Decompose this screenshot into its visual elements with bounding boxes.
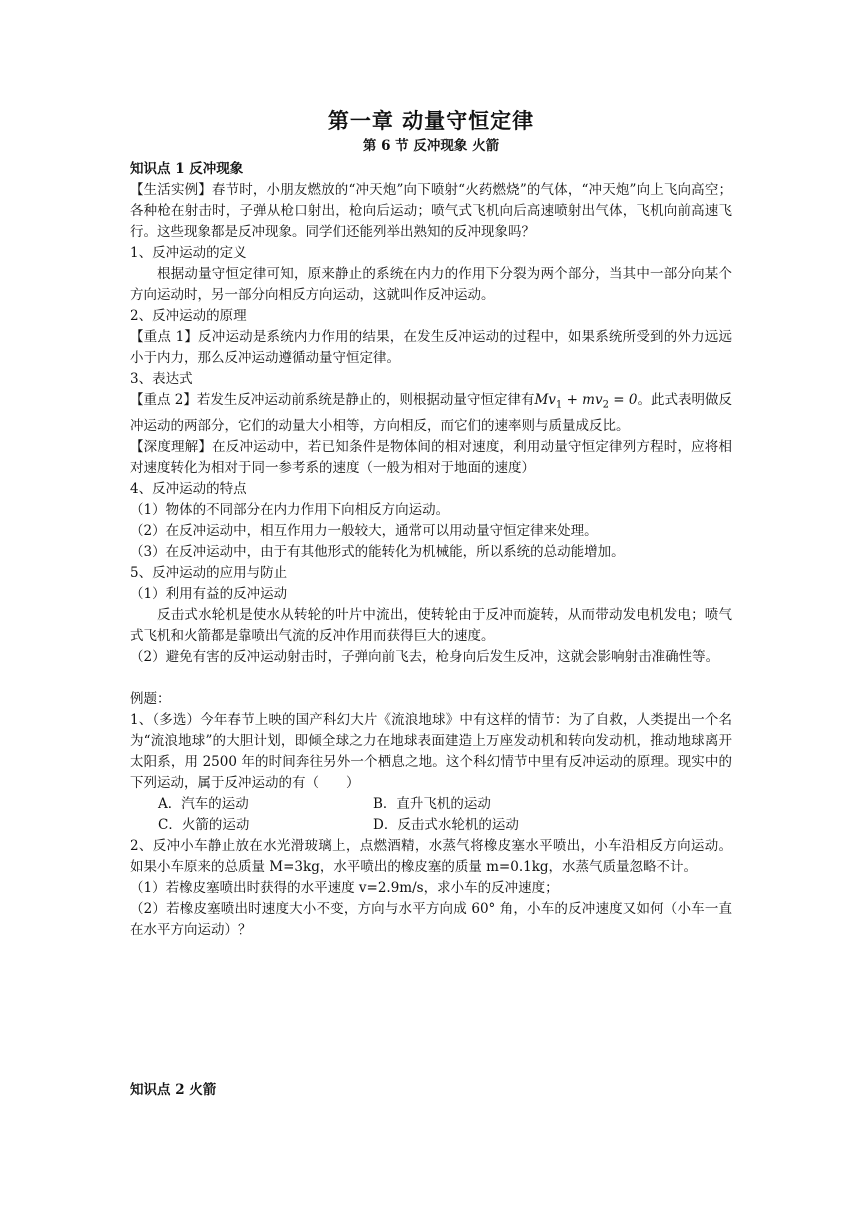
chapter-title: 第一章 动量守恒定律 <box>327 108 535 133</box>
s1-body: 根据动量守恒定律可知，原来静止的系统在内力的作用下分裂为两个部分，当其中一部分向某个方向运动时，另一部分向相反方向运动，这就叫作反冲运动。 <box>130 266 732 303</box>
life-example: 【生活实例】春节时，小朋友燃放的“冲天炮”向下喷射“火药燃烧”的气体，“冲天炮”向上飞向高空；各种枪在射击时，子弹从枪口射出，枪向后运动；喷气式飞机向后高速喷射出气体，飞机向前高速飞行。这些现象都是反冲现象。同学们还能列举出熟知的反冲现象吗？ <box>130 182 732 240</box>
option-a: A．汽车的运动 <box>158 795 249 812</box>
option-c: C．火箭的运动 <box>158 816 250 833</box>
momentum-formula: $Mv_1 + mv_2 = 0$ <box>534 392 638 411</box>
spacer <box>130 668 732 689</box>
kp1-heading: 知识点 1 反冲现象 <box>130 161 244 177</box>
options-row <box>130 815 732 836</box>
s4-item: （3）在反冲运动中，由于有其他形式的能转化为机械能，所以系统的总动能增加。 <box>130 543 625 560</box>
s3-pre: 【重点 2】若发生反冲运动前系统是静止的，则根据动量守恒定律有 <box>130 392 535 408</box>
option-b: B．直升飞机的运动 <box>373 795 491 812</box>
question-1: 1、（多选）今年春节上映的国产科幻大片《流浪地球》中有这样的情节：为了自救，人类提出一个名为“流浪地球”的大胆计划，即倾全球之力在地球表面建造上万座发动机和转向发动机，推动地球离开太阳系，用 2500 年的时间奔往另外一个栖息之地。这个科幻情节中里有反冲运动的原理。现实中的下列运动，属于反冲运动的有（ ） <box>130 711 732 791</box>
s3-post: 。此式表明做反冲运动的两部分，它们的动量大小相等，方向相反，而它们的速率则与质量成反比。 <box>130 392 732 434</box>
section-subtitle: 第 6 节 反冲现象 火箭 <box>362 138 500 154</box>
question-2-sub2: （2）若橡皮塞喷出时速度大小不变，方向与水平方向成 60° 角，小车的反冲速度又如何（小车一直在水平方向运动）？ <box>130 900 732 938</box>
s3-body <box>130 390 732 437</box>
option-d: D．反击式水轮机的运动 <box>373 816 519 833</box>
s4-title: 4、反冲运动的特点 <box>130 480 247 497</box>
s5-b: （2）避免有害的反冲运动射击时，子弹向前飞去，枪身向后发生反冲，这就会影响射击准确性等。 <box>130 648 720 665</box>
s2-title: 2、反冲运动的原理 <box>130 308 247 324</box>
examples-label: 例题： <box>130 690 171 707</box>
question-2: 2、反冲小车静止放在水光滑玻璃上，点燃酒精，水蒸气将橡皮塞水平喷出，小车沿相反方向运动。如果小车原来的总质量 M=3kg，水平喷出的橡皮塞的质量 m=0.1kg，水蒸气质量忽略不计。 <box>130 837 732 875</box>
s5-title: 5、反冲运动的应用与防止 <box>130 564 288 581</box>
options-row <box>130 794 732 815</box>
s5-a-body: 反击式水轮机是使水从转轮的叶片中流出，使转轮由于反冲而旋转，从而带动发电机发电；喷气式飞机和火箭都是靠喷出气流的反冲作用而获得巨大的速度。 <box>130 606 732 644</box>
s1-title: 1、反冲运动的定义 <box>130 245 247 261</box>
document-page <box>130 106 732 941</box>
s3-deep: 【深度理解】在反冲运动中，若已知条件是物体间的相对速度，利用动量守恒定律列方程时，应将相对速度转化为相对于同一参考系的速度（一般为相对于地面的速度） <box>130 438 732 476</box>
kp2-heading: 知识点 2 火箭 <box>130 1082 217 1098</box>
question-2-sub1: （1）若橡皮塞喷出时获得的水平速度 v=2.9m/s，求小车的反冲速度； <box>130 879 559 896</box>
s4-item: （1）物体的不同部分在内力作用下向相反方向运动。 <box>130 501 450 518</box>
s2-body: 【重点 1】反冲运动是系统内力作用的结果，在发生反冲运动的过程中，如果系统所受到的外力远远小于内力，那么反冲运动遵循动量守恒定律。 <box>130 329 732 366</box>
s5-a-title: （1）利用有益的反冲运动 <box>130 585 288 602</box>
s3-title: 3、表达式 <box>130 371 193 387</box>
s4-item: （2）在反冲运动中，相互作用力一般较大，通常可以用动量守恒定律来处理。 <box>130 522 598 539</box>
